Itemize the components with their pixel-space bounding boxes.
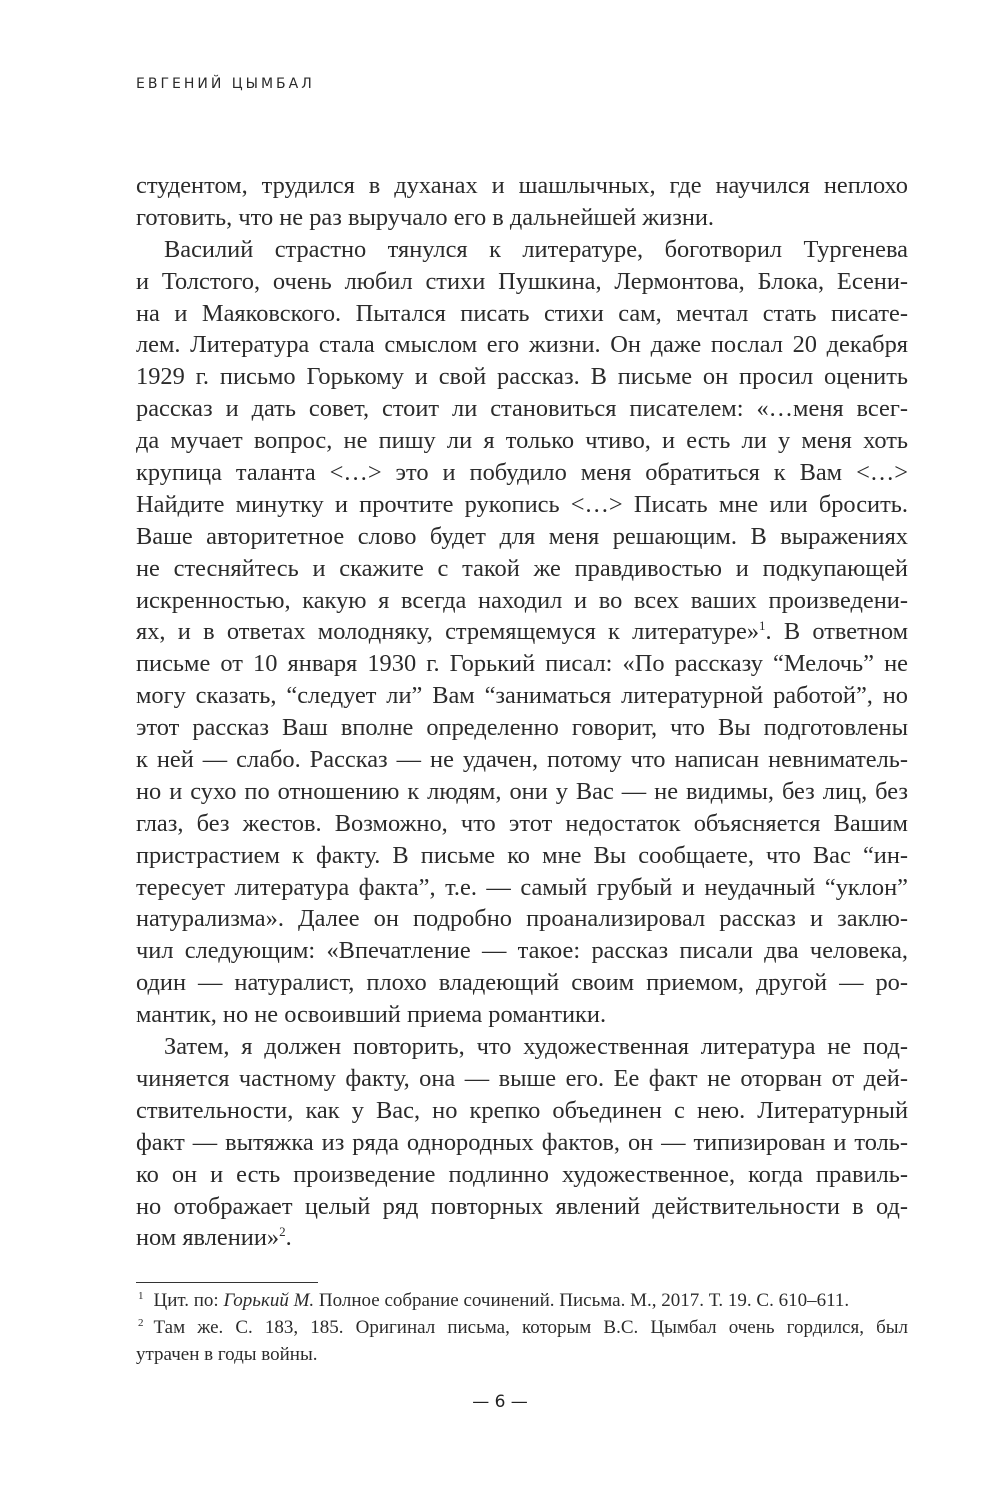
text-line [136, 1159, 908, 1191]
text-line [136, 521, 908, 553]
text-line-content: ко он и есть произведение подлинно художественное, когда правиль- [136, 1160, 908, 1188]
text-line [136, 361, 908, 393]
text-line [136, 1063, 908, 1095]
text-line-content: ях, и в ответах молодняку, стремящемуся к литературе» [136, 618, 760, 646]
text-line [136, 616, 908, 648]
text-line [136, 585, 908, 617]
text-line-content: Ваше авторитетное слово будет для меня решающим. В выражениях [136, 522, 908, 550]
text-line-content: тересует литература факта”, т.е. — самый грубый и неудачный “уклон” [136, 873, 908, 901]
footnote-1-text: Полное собрание сочинений. Письма. М., 2017. Т. 19. С. 610–611. [314, 1290, 850, 1311]
text-line [136, 202, 908, 234]
text-line-content: и Толстого, очень любил стихи Пушкина, Лермонтова, Блока, Есени- [136, 267, 908, 295]
text-line-content: крупица таланта <…> это и побудило меня обратиться к Вам <…> [136, 459, 908, 487]
text-line [136, 903, 908, 935]
text-line-content: натурализма». Далее он подробно проанализировал рассказ и заклю- [136, 905, 908, 933]
text-line [136, 457, 908, 489]
footnote-2-continued: утрачен в годы войны. [136, 1344, 318, 1365]
text-line [136, 840, 908, 872]
footnote-reference[interactable]: 1 [759, 618, 766, 634]
footnote-1-author: Горький М. [223, 1290, 315, 1311]
footnote-2-line1: Там же. С. 183, 185. Оригинал письма, которым В.С. Цымбал очень гордился, был [153, 1317, 908, 1338]
text-line [136, 1222, 908, 1254]
text-line-content: не стесняйтесь и скажите с такой же правдивостью и подкупающей [136, 554, 908, 582]
text-line-content: Найдите минутку и прочтите рукопись <…> Писать мне или бросить. [136, 490, 908, 518]
text-line-content: Затем, я должен повторить, что художественная литература не под- [164, 1033, 908, 1061]
text-line [136, 553, 908, 585]
text-line-content: письме от 10 января 1930 г. Горький писал: «По рассказу “Мелочь” не [136, 650, 908, 678]
text-line-content: чиняется частному факту, она — выше его. Ее факт не оторван от дей- [136, 1064, 908, 1092]
text-line-content: но и сухо по отношению к людям, они у Вас — не видимы, без лиц, без [136, 777, 908, 805]
text-line-content: лем. Литература стала смыслом его жизни. Он даже послал 20 декабря [136, 331, 908, 359]
footnote-reference[interactable]: 2 [279, 1224, 286, 1240]
text-line-content: могу сказать, “следует ли” Вам “заниматься литературной работой”, но [136, 682, 908, 710]
text-line [136, 999, 908, 1031]
text-line-content: рассказ и дать совет, стоит ли становиться писателем: «…меня всег- [136, 395, 908, 423]
footnote-1-number: 1 [138, 1289, 144, 1302]
text-line [136, 170, 908, 202]
text-line [136, 1095, 908, 1127]
text-line [136, 776, 908, 808]
text-line-content: ном явлении» [136, 1224, 280, 1252]
text-line-content: факт — вытяжка из ряда однородных фактов, он — типизирован и толь- [136, 1128, 908, 1156]
footnote-divider [136, 1282, 318, 1283]
text-line [136, 1031, 908, 1063]
text-line [136, 935, 908, 967]
text-line-content: Василий страстно тянулся к литературе, боготворил Тургенева [164, 235, 908, 263]
text-line-tail: . [285, 1224, 292, 1252]
text-line [136, 712, 908, 744]
text-line [136, 744, 908, 776]
text-line [136, 967, 908, 999]
text-line-content: искренностью, какую я всегда находил и во всех ваших произведени- [136, 586, 908, 614]
text-line-content: готовить, что не раз выручало его в дальнейшей жизни. [136, 203, 715, 231]
page-number: — 6 — [472, 1392, 528, 1412]
text-line [136, 872, 908, 904]
text-line-content: ствительности, как у Вас, но крепко объединен с нею. Литературный [136, 1096, 908, 1124]
body-text [136, 170, 908, 1254]
text-line-content: пристрастием к факту. В письме ко мне Вы сообщаете, что Вас “ин- [136, 841, 908, 869]
text-line-content: да мучает вопрос, не пишу ли я только чтиво, и есть ли у меня хоть [136, 427, 908, 455]
text-line [136, 266, 908, 298]
text-line-content: мантик, но не освоивший приема романтики. [136, 1001, 607, 1029]
text-line-content: один — натуралист, плохо владеющий своим приемом, другой — ро- [136, 969, 908, 997]
text-line-content: глаз, без жестов. Возможно, что этот недостаток объясняется Вашим [136, 809, 908, 837]
text-line [136, 680, 908, 712]
footnote-2-number: 2 [138, 1316, 144, 1329]
text-line-content: этот рассказ Ваш вполне определенно говорит, что Вы подготовлены [136, 714, 908, 742]
footnote-2 [136, 1314, 908, 1341]
text-line-tail: . В ответном [765, 618, 908, 646]
text-line-content: но отображает целый ряд повторных явлений действительности в од- [136, 1192, 908, 1220]
footnote-1-prefix: Цит. по: [153, 1290, 224, 1311]
text-line [136, 329, 908, 361]
text-line [136, 298, 908, 330]
text-line [136, 489, 908, 521]
text-line [136, 393, 908, 425]
footnotes [136, 1287, 908, 1368]
footnote-1 [136, 1287, 908, 1314]
text-line [136, 808, 908, 840]
text-line-content: чил следующим: «Впечатление — такое: рассказ писали два человека, [136, 937, 908, 965]
text-line-content: студентом, трудился в духанах и шашлычных, где научился неплохо [136, 172, 908, 199]
running-head-author: ЕВГЕНИЙ ЦЫМБАЛ [136, 76, 315, 92]
text-line-content: на и Маяковского. Пытался писать стихи сам, мечтал стать писате- [136, 299, 908, 327]
text-line [136, 425, 908, 457]
text-line [136, 1127, 908, 1159]
text-line [136, 234, 908, 266]
text-line-content: 1929 г. письмо Горькому и свой рассказ. В письме он просил оценить [136, 363, 908, 391]
text-line [136, 648, 908, 680]
text-line [136, 1191, 908, 1223]
text-line-content: к ней — слабо. Рассказ — не удачен, потому что написан невниматель- [136, 746, 908, 774]
